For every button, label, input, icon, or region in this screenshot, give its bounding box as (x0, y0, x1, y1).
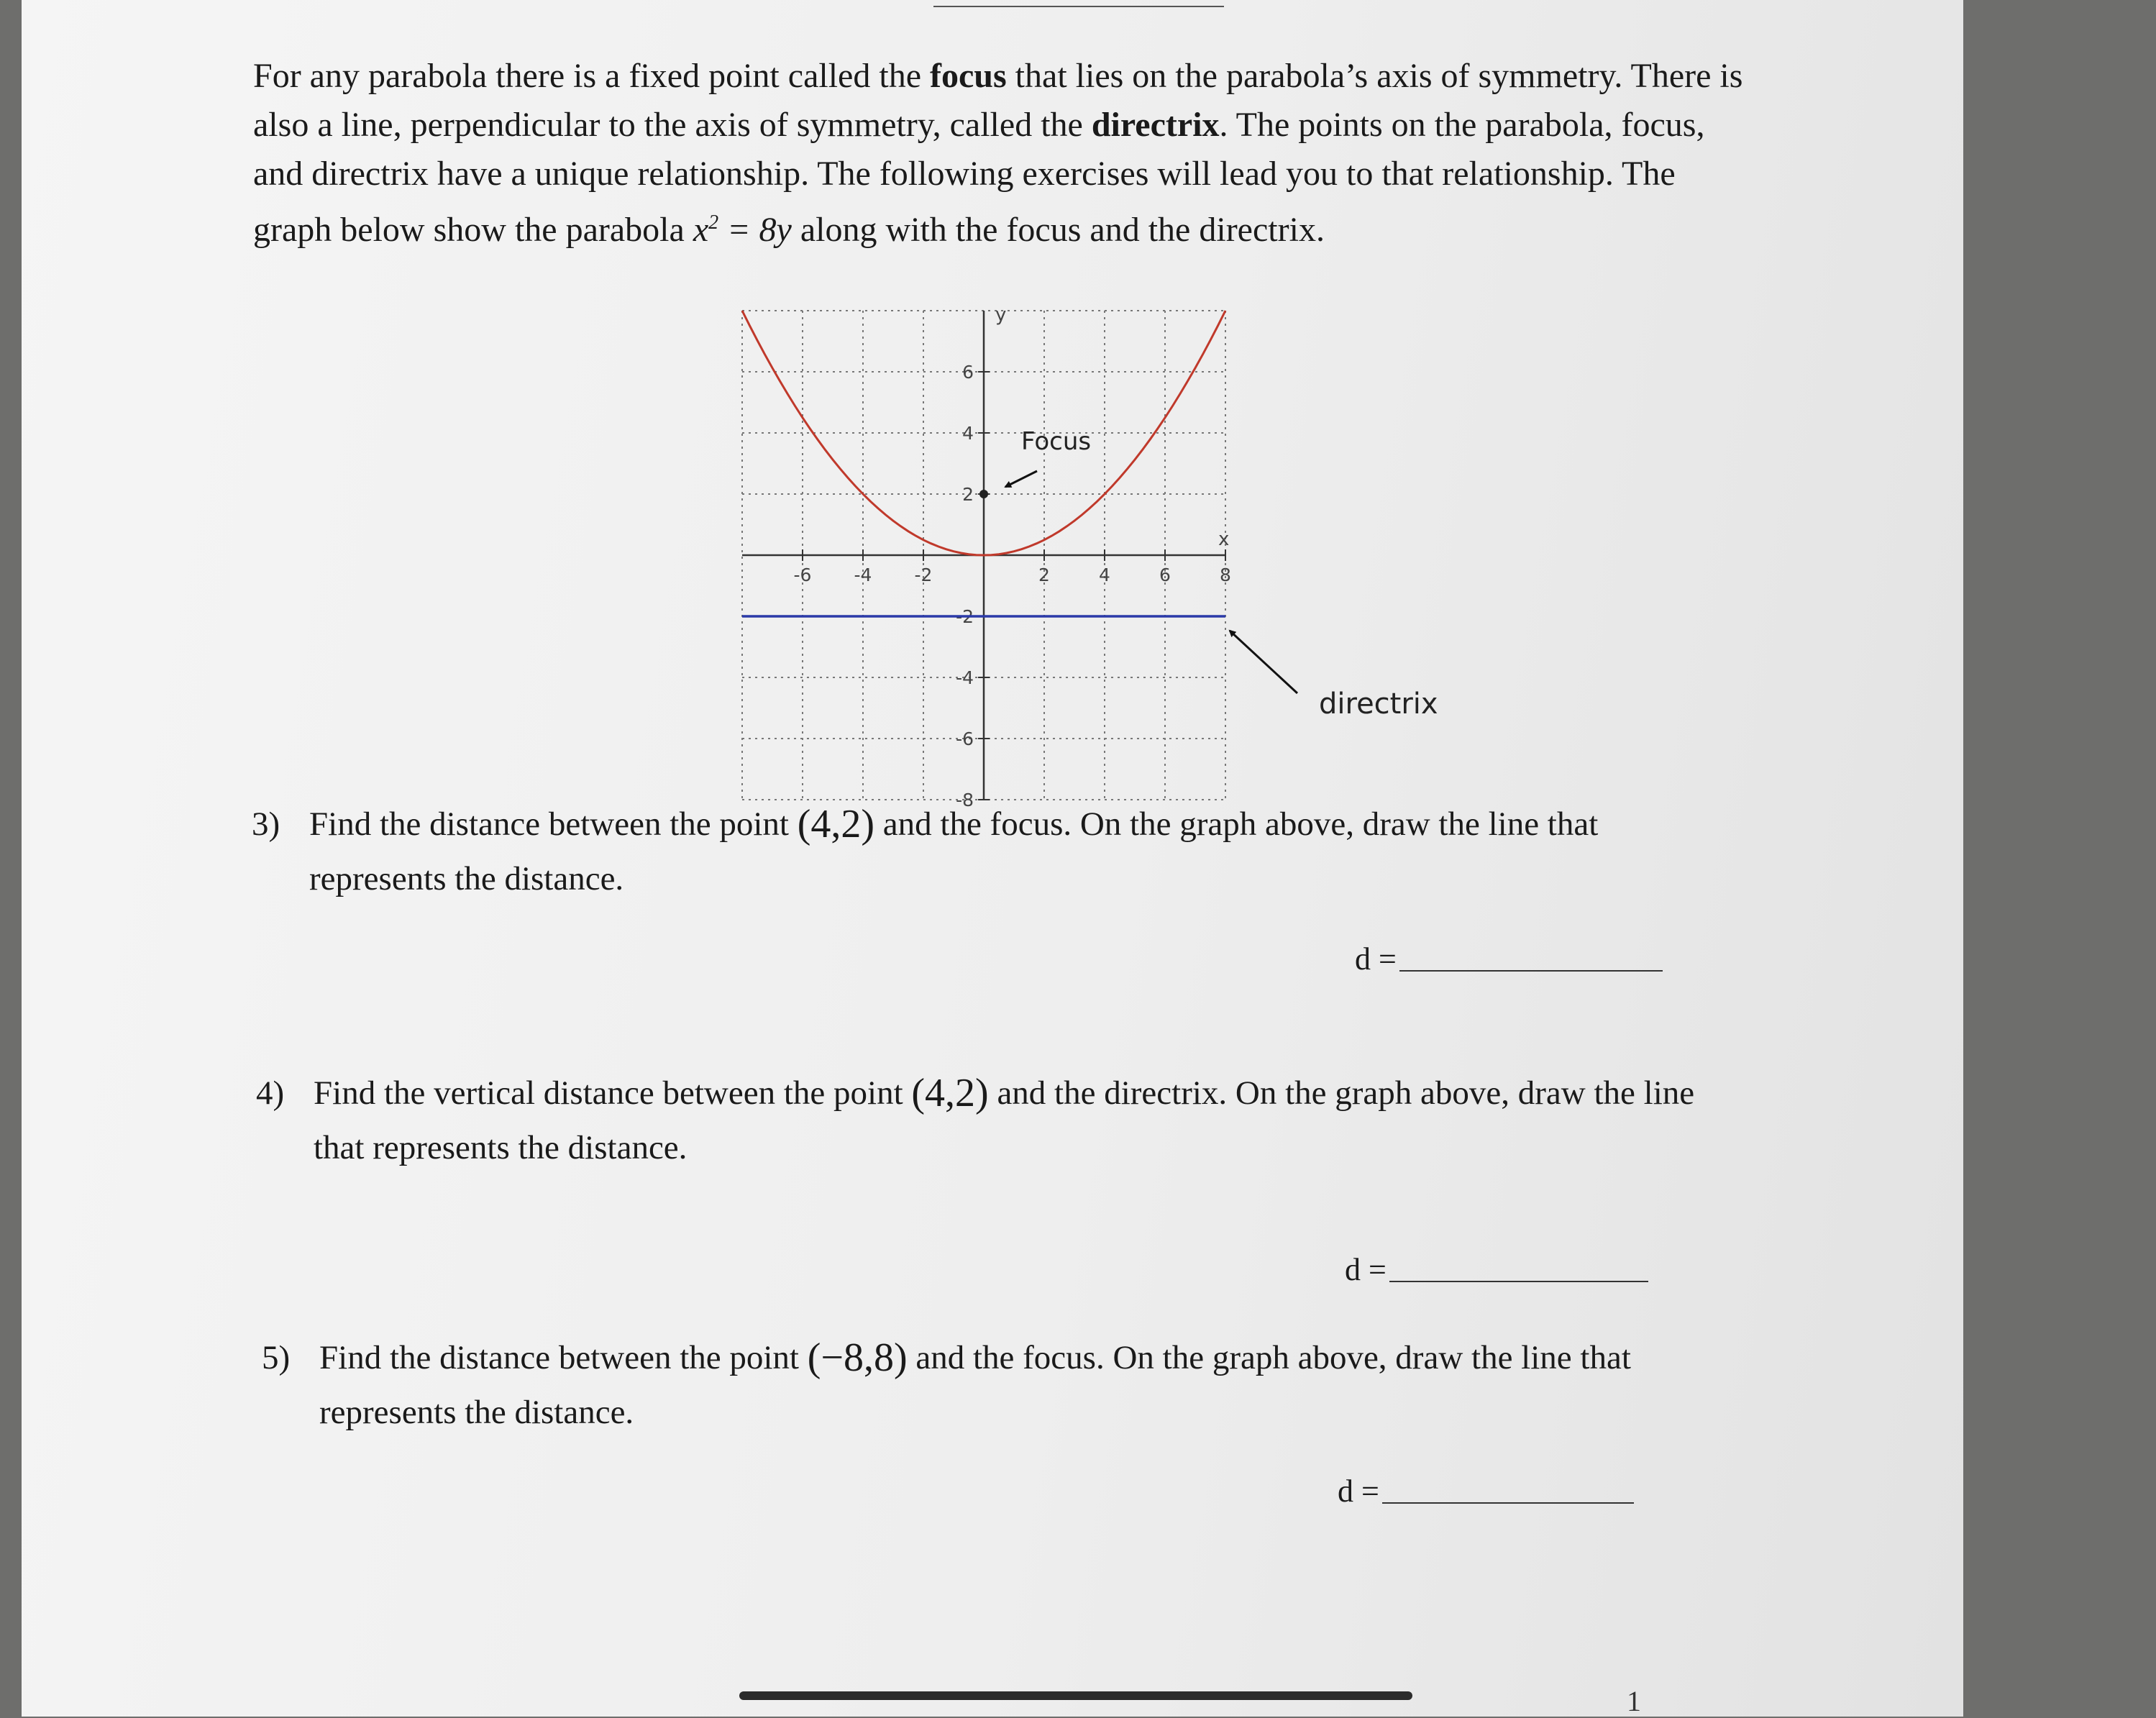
question-number: 5) (262, 1339, 291, 1376)
focus-arrow (1005, 471, 1037, 487)
x-tick-label: 8 (1220, 565, 1231, 585)
x-tick-label: 6 (1159, 565, 1171, 585)
answer-blank[interactable] (1399, 970, 1663, 972)
intro-text-3: . The points on the parabola, focus, and directrix have a unique relationship. The following exercises will lead you to that relationship. The graph below show the parabola (253, 106, 1705, 249)
answer-label: d = (1345, 1252, 1387, 1287)
y-tick-label: 4 (962, 423, 974, 444)
y-tick-label: 6 (962, 362, 974, 383)
question-5 (262, 1330, 1729, 1440)
y-tick-label: 2 (962, 484, 974, 505)
x-tick-label: 2 (1038, 565, 1050, 585)
question-number: 3) (252, 805, 280, 843)
answer-blank[interactable] (1389, 1281, 1648, 1282)
answer-3 (1355, 941, 1663, 977)
x-tick-label: -4 (854, 565, 872, 585)
focus-term: focus (930, 57, 1007, 95)
question-text: Find the distance between the point (4,2) and the focus. On the graph above, draw the line that represents the distance. (309, 802, 1599, 897)
focus-label: Focus (1021, 427, 1092, 456)
x-axis-label: x (1218, 529, 1230, 550)
intro-text-4: along with the focus and the directrix. (791, 211, 1325, 249)
x-tick-label: -6 (793, 565, 812, 585)
answer-label: d = (1338, 1473, 1379, 1509)
parabola-equation: $x^2 = 8y$ (693, 211, 792, 249)
answer-5 (1338, 1473, 1634, 1509)
y-tick-label: -8 (956, 790, 974, 810)
question-text: Find the vertical distance between the point (4,2) and the directrix. On the graph above, draw the line that represents the distance. (314, 1071, 1695, 1166)
answer-blank[interactable] (1382, 1502, 1634, 1504)
directrix-label: directrix (1319, 687, 1438, 721)
question-number: 4) (256, 1074, 285, 1112)
x-tick-label: 4 (1099, 565, 1110, 585)
bottom-bar (739, 1691, 1412, 1700)
point-label: (4,2) (797, 802, 875, 846)
x-tick-label: -2 (914, 565, 933, 585)
question-3 (252, 797, 1733, 906)
intro-text-1: For any parabola there is a fixed point called the (253, 57, 930, 95)
answer-4 (1345, 1251, 1648, 1288)
answer-label: d = (1355, 941, 1397, 977)
top-rule (933, 6, 1224, 7)
question-text: Find the distance between the point (−8,8) and the focus. On the graph above, draw the line that represents the distance. (319, 1335, 1631, 1431)
intro-text-2: that lies on the parabola’s axis of symmetry. There is also a line, perpendicular to the axis of symmetry, called the (253, 57, 1743, 144)
intro-paragraph (253, 52, 1756, 255)
focus-point (979, 490, 988, 498)
y-tick-label: -4 (956, 667, 974, 688)
y-axis-label: y (995, 304, 1007, 326)
point-label: (4,2) (911, 1071, 989, 1115)
graph-canvas (735, 301, 1438, 810)
y-tick-label: -2 (956, 606, 974, 627)
point-label: (−8,8) (807, 1335, 908, 1380)
page-number: 1 (1627, 1685, 1641, 1717)
question-4 (256, 1066, 1737, 1175)
directrix-term: directrix (1091, 106, 1220, 144)
y-tick-label: -6 (956, 728, 974, 749)
parabola-graph (735, 301, 1438, 810)
